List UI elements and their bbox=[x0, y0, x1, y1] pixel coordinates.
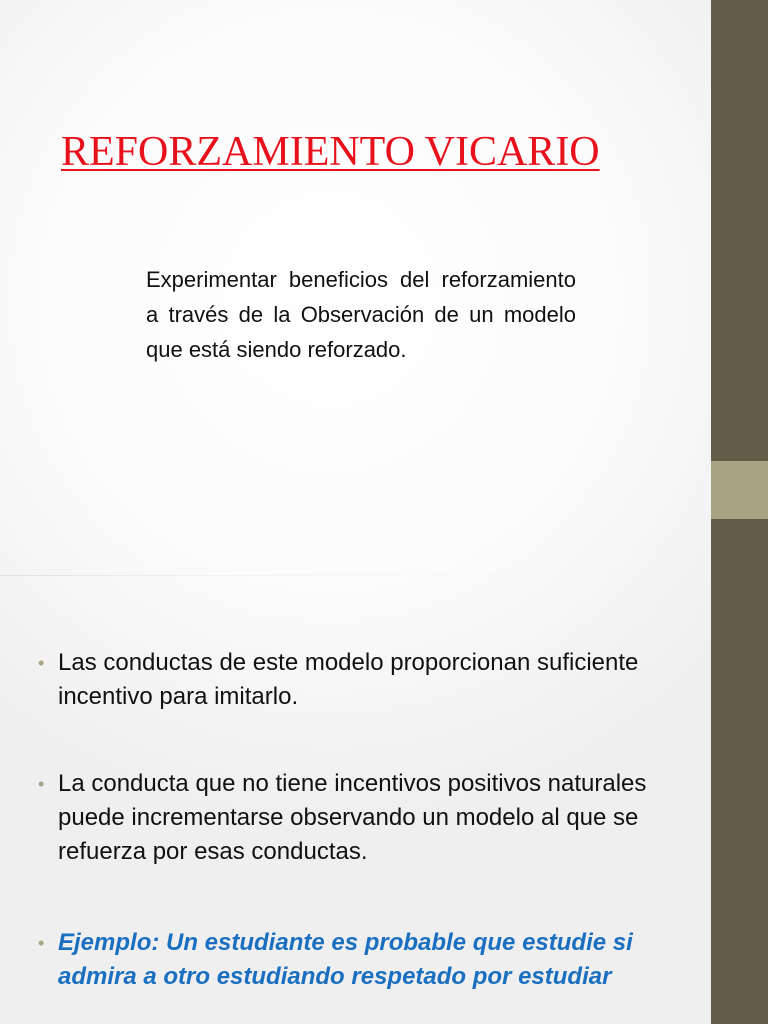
example-text: Ejemplo: Un estudiante es probable que estudie si admira a otro estudiando respetado por estudiar bbox=[58, 929, 633, 990]
sidebar-accent-block bbox=[711, 461, 768, 519]
bullet-text: Las conductas de este modelo proporcionan suficiente incentivo para imitarlo. bbox=[58, 649, 639, 710]
slide-title: REFORZAMIENTO VICARIO bbox=[61, 129, 600, 175]
slide-divider bbox=[0, 575, 711, 576]
bullet-item bbox=[40, 646, 700, 714]
bullet-item bbox=[40, 767, 700, 869]
bullet-marker: • bbox=[38, 933, 45, 953]
bullet-marker: • bbox=[38, 774, 45, 794]
definition-text: Experimentar beneficios del reforzamiento a través de la Observación de un modelo que está siendo reforzado. bbox=[146, 267, 576, 362]
bullet-text: La conducta que no tiene incentivos positivos naturales puede incrementarse observando un modelo al que se refuerza por esas conductas. bbox=[58, 770, 647, 865]
bullet-item-example bbox=[40, 926, 700, 994]
bullet-marker: • bbox=[38, 653, 45, 673]
